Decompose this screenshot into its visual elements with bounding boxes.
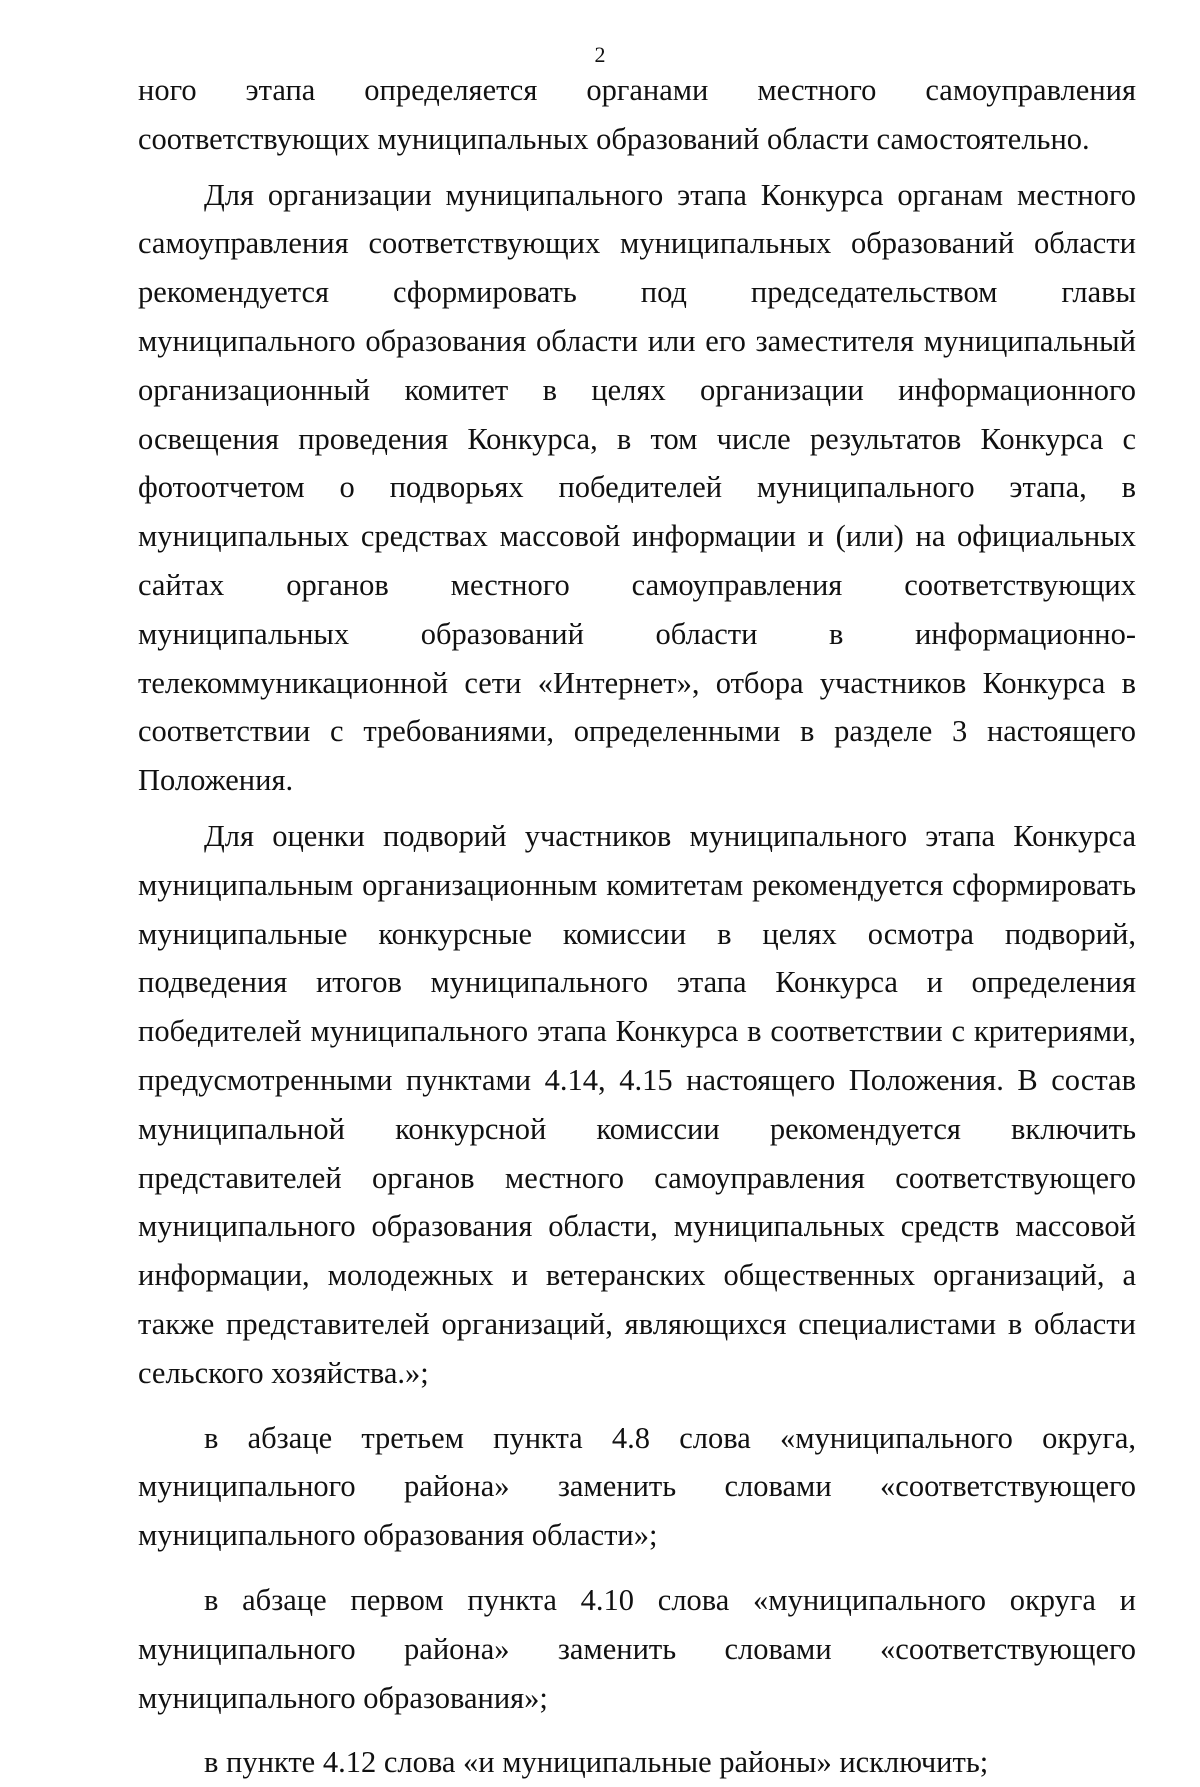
paragraph-organizing-committee: Для организации муниципального этапа Конкурса органам местного самоуправления соответствующих муниципальных образований области рекомендуется сформировать под председательством главы муниципального образования области или его заместителя муниципальный организационный комитет в целях организации информационного освещения проведения Конкурса, в том числе результатов Конкурса с фотоотчетом о подворьях победителей муниципального этапа, в муниципальных средствах массовой информации и (или) на официальных сайтах органов местного самоуправления соответствующих муниципальных образований области в информационно-телекоммуникационной сети «Интернет», отбора участников Конкурса в соответствии с требованиями, определенными в разделе 3 настоящего Положения. [138, 177, 1136, 798]
document-body [138, 66, 1136, 1787]
paragraph-item-4-8: в абзаце третьем пункта 4.8 слова «муниципального округа, муниципального района» заменить словами «соответствующего муниципального образования области»; [138, 1420, 1136, 1553]
page-number: 2 [594, 42, 606, 67]
paragraph-competition-commission: Для оценки подворий участников муниципального этапа Конкурса муниципальным организационным комитетам рекомендуется сформировать муниципальные конкурсные комиссии в целях осмотра подворий, подведения итогов муниципального этапа Конкурса и определения победителей муниципального этапа Конкурса в соответствии с критериями, предусмотренными пунктами 4.14, 4.15 настоящего Положения. В состав муниципальной конкурсной комиссии рекомендуется включить представителей органов местного самоуправления соответствующего муниципального образования области, муниципальных средств массовой информации, молодежных и ветеранских общественных организаций, а также представителей организаций, являющихся специалистами в области сельского хозяйства.»; [138, 818, 1136, 1390]
paragraph-continuation: ного этапа определяется органами местного самоуправления соответствующих муниципальных образований области самостоятельно. [138, 73, 1136, 156]
paragraph-item-4-10: в абзаце первом пункта 4.10 слова «муниципального округа и муниципального района» заменить словами «соответствующего муниципального образования»; [138, 1582, 1136, 1715]
paragraph-item-4-12: в пункте 4.12 слова «и муниципальные районы» исключить; [204, 1745, 989, 1780]
